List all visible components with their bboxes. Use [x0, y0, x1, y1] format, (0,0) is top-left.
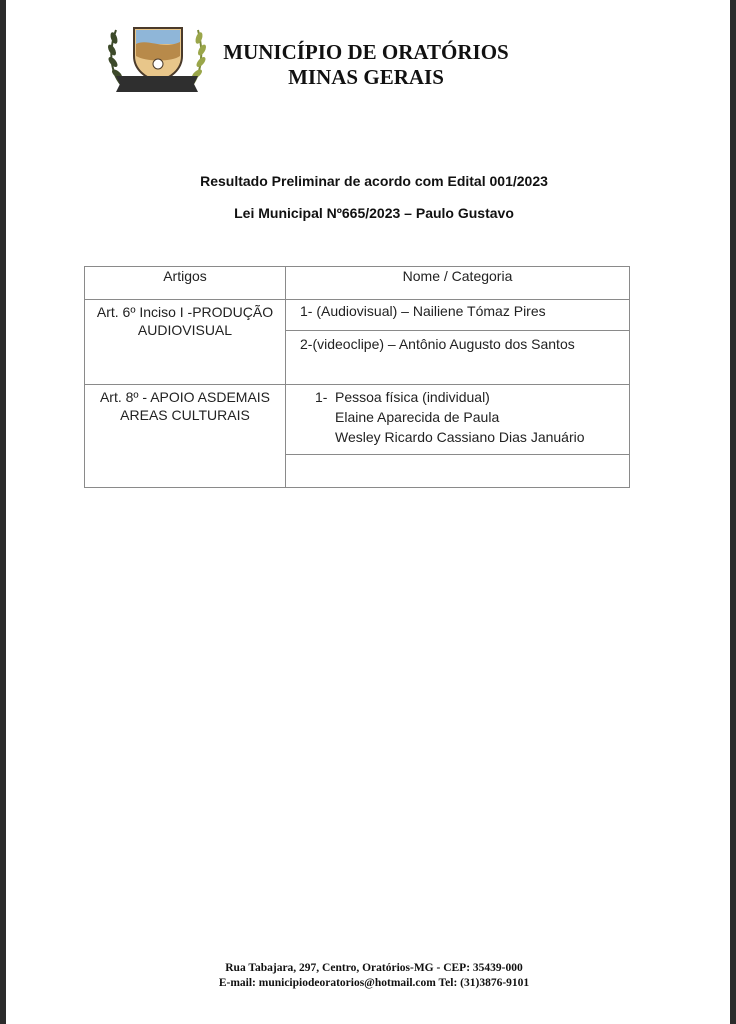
- law-title: Lei Municipal Nº665/2023 – Paulo Gustavo: [234, 205, 514, 221]
- table-row: [85, 300, 630, 331]
- municipal-crest: [102, 22, 212, 94]
- entry-cell: 1- (Audiovisual) – Nailiene Tómaz Pires: [286, 300, 630, 331]
- table-row: [85, 385, 630, 455]
- crest-emblem-icon: [102, 22, 212, 94]
- header-nome-categoria: Nome / Categoria: [286, 267, 630, 300]
- header-artigos: Artigos: [85, 267, 286, 300]
- article-cell: Art. 8º - APOIO ASDEMAIS AREAS CULTURAIS: [85, 385, 286, 488]
- entry-cell: 2-(videoclipe) – Antônio Augusto dos Santos: [286, 331, 630, 385]
- list-name: Elaine Aparecida de Paula: [335, 409, 500, 425]
- list-name: Wesley Ricardo Cassiano Dias Januário: [335, 429, 585, 445]
- article-cell: Art. 6º Inciso I -PRODUÇÃO AUDIOVISUAL: [85, 300, 286, 385]
- footer-contact: E-mail: municipiodeoratorios@hotmail.com Tel: (31)3876-9101: [218, 977, 530, 989]
- empty-cell: [286, 455, 630, 488]
- list-number: 1-: [315, 389, 328, 405]
- municipality-name: MUNICÍPIO DE ORATÓRIOS: [223, 40, 509, 64]
- footer-address: Rua Tabajara, 297, Centro, Oratórios-MG - CEP: 35439-000: [225, 962, 523, 974]
- table-header-row: [85, 267, 630, 300]
- document-page: [6, 0, 730, 1024]
- result-title: Resultado Preliminar de acordo com Edital 001/2023: [200, 173, 548, 189]
- municipality-heading: [216, 40, 516, 90]
- list-category: Pessoa física (individual): [335, 389, 490, 405]
- state-name: MINAS GERAIS: [288, 65, 444, 89]
- results-table: [84, 266, 630, 488]
- list-item: [315, 387, 623, 407]
- entry-list-cell: [286, 385, 630, 455]
